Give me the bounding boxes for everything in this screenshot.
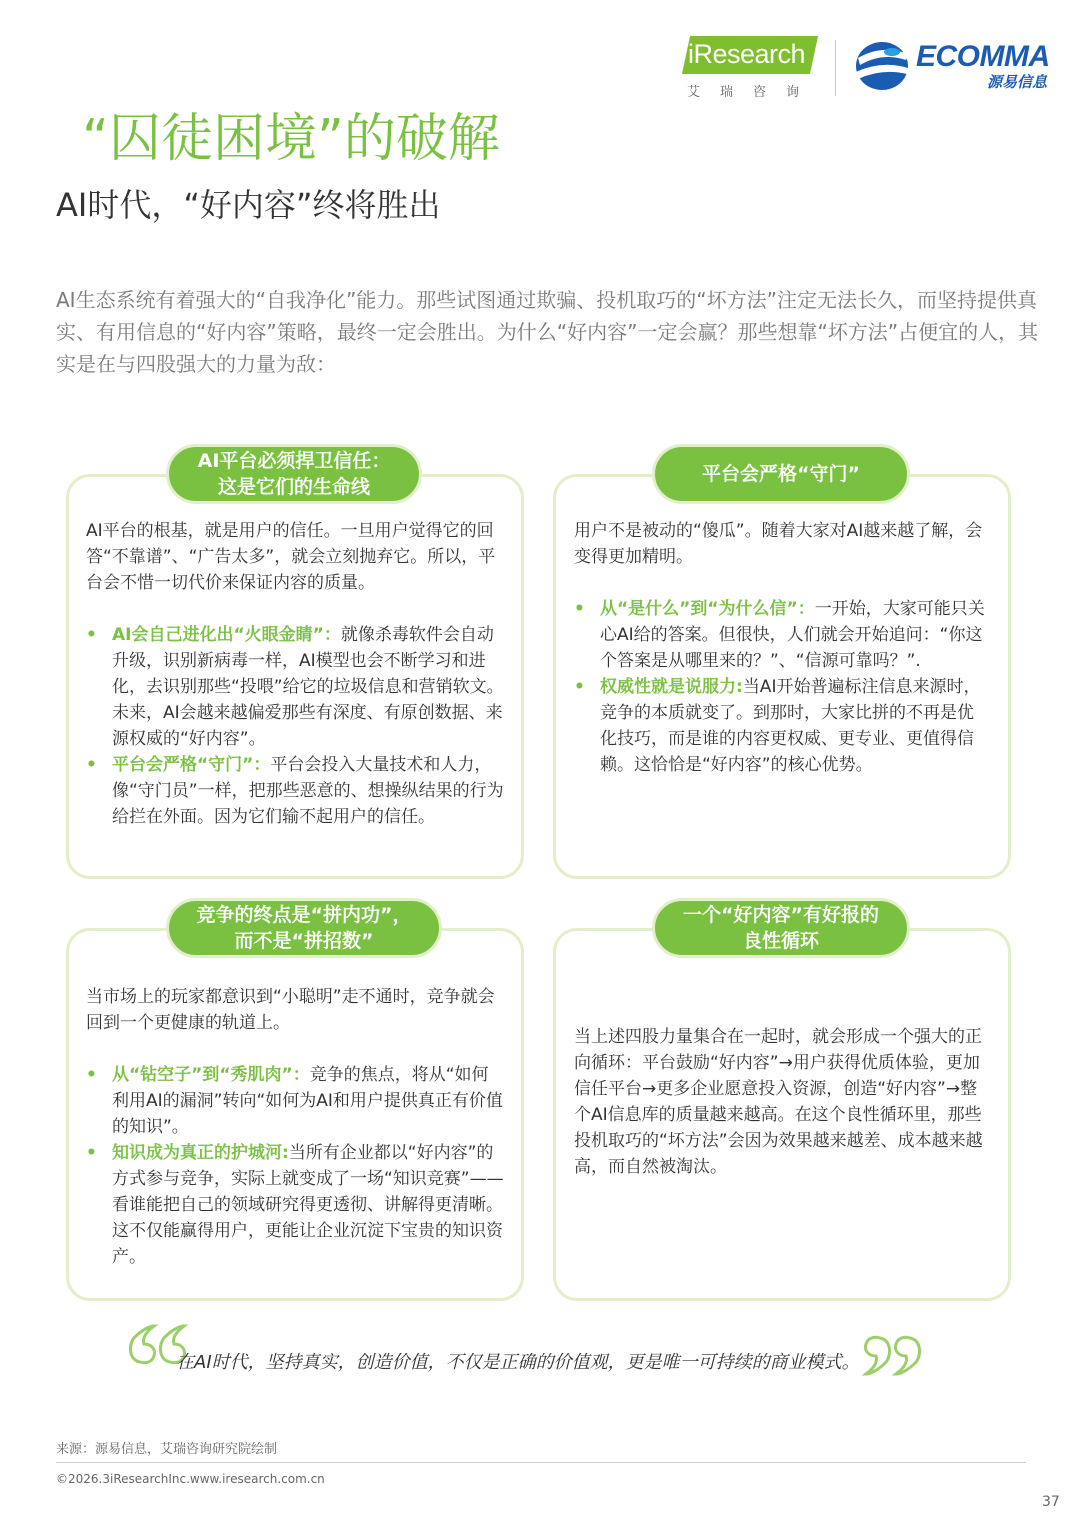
logo-divider	[835, 40, 836, 96]
card-competition-header	[166, 898, 442, 958]
bullet-dot: •	[574, 599, 585, 619]
bullet-dot: •	[86, 625, 97, 645]
copyright: ©2026.3iResearchInc.www.iresearch.com.cn	[56, 1472, 325, 1486]
source-note: 来源：源易信息，艾瑞咨询研究院绘制	[56, 1442, 278, 1457]
bullet-highlight: AI会自己进化出“火眼金睛”：	[112, 625, 341, 645]
card-trust-header	[166, 444, 422, 504]
card-trust-lead: AI平台的根基，就是用户的信任。一旦用户觉得它的回答“不靠谱”、“广告太多”，就会立刻抛弃它。所以，平台会不惜一切代价来保证内容的质量。	[86, 521, 496, 593]
bullet-highlight: 从“钻空子”到“秀肌肉”：	[112, 1065, 310, 1085]
list-item	[86, 752, 504, 830]
footer-divider	[56, 1462, 1026, 1463]
page-number: 37	[1042, 1494, 1060, 1510]
bullet-text: 竞争的焦点，将从“如何利用AI的漏洞”转向“如何为AI和用户提供真正有价值的知识”。	[112, 1065, 503, 1137]
card-virtuous-cycle-header	[652, 898, 910, 958]
bullet-highlight: 平台会严格“守门”：	[112, 755, 271, 775]
iresearch-logo-text: iResearch	[688, 39, 806, 69]
card-virtuous-cycle-header-line1: 一个“好内容”有好报的	[683, 904, 879, 926]
iresearch-logo	[684, 36, 820, 100]
bullet-dot: •	[86, 755, 97, 775]
list-item	[86, 1062, 504, 1140]
card-trust-body	[86, 518, 504, 830]
card-competition-lead: 当市场上的玩家都意识到“小聪明”走不通时，竞争就会回到一个更健康的轨道上。	[86, 987, 495, 1033]
card-gatekeeping-lead: 用户不是被动的“傻瓜”。随着大家对AI越来越了解，会变得更加精明。	[574, 521, 983, 567]
list-item	[86, 1140, 504, 1270]
quote-text: 在AI时代，坚持真实，创造价值，不仅是正确的价值观，更是唯一可持续的商业模式。	[176, 1352, 860, 1373]
bullet-highlight: 从“是什么”到“为什么信”：	[600, 599, 815, 619]
list-item	[86, 622, 504, 752]
ecomma-logo-subtext: 源易信息	[987, 73, 1048, 91]
bullet-dot: •	[86, 1065, 97, 1085]
page-subtitle: AI时代，“好内容”终将胜出	[56, 186, 441, 224]
card-virtuous-cycle-lead: 当上述四股力量集合在一起时，就会形成一个强大的正向循环：平台鼓励“好内容”→用户获得优质体验，更加信任平台→更多企业愿意投入资源，创造“好内容”→整个AI信息库的质量越来越高。在这个良性循环里，那些投机取巧的“坏方法”会因为效果越来越差、成本越来越高，而自然被淘汰。	[574, 1027, 983, 1177]
ecomma-logo	[852, 36, 1057, 96]
card-trust-header-line1: AI平台必须捍卫信任：	[197, 450, 391, 472]
bullet-highlight: 知识成为真正的护城河:	[112, 1143, 289, 1163]
card-competition-header-line2: 而不是“拼招数”	[234, 930, 374, 952]
card-virtuous-cycle-header-line2: 良性循环	[742, 930, 819, 952]
close-quote-icon	[858, 1334, 924, 1384]
card-gatekeeping-header-line1: 平台会严格“守门”	[702, 463, 860, 485]
card-competition-body	[86, 984, 504, 1270]
iresearch-logo-subtext: 艾瑞咨询	[687, 85, 820, 100]
bullet-text: 当AI开始普遍标注信息来源时，竞争的本质就变了。到那时，大家比拼的不再是优化技巧，而是谁的内容更权威、更专业、更值得信赖。这恰恰是“好内容”的核心优势。	[600, 677, 981, 775]
bullet-text: 就像杀毒软件会自动升级，识别新病毒一样，AI模型也会不断学习和进化，去识别那些“投喂”给它的垃圾信息和营销软文。未来，AI会越来越偏爱那些有深度、有原创数据、来源权威的“好内容”。	[112, 625, 504, 749]
bullet-dot: •	[574, 677, 585, 697]
list-item	[574, 596, 988, 674]
ecomma-globe-icon	[852, 38, 912, 94]
bullet-text: 平台会投入大量技术和人力，像“守门员”一样，把那些恶意的、想操纵结果的行为给拦在外面。因为它们输不起用户的信任。	[112, 755, 504, 827]
card-virtuous-cycle-body	[574, 1024, 988, 1180]
card-trust-header-line2: 这是它们的生命线	[217, 476, 370, 498]
card-gatekeeping-body	[574, 518, 988, 778]
bullet-text: 当所有企业都以“好内容”的方式参与竞争，实际上就变成了一场“知识竞赛”——看谁能把自己的领域研究得更透彻、讲解得更清晰。这不仅能赢得用户，更能让企业沉淀下宝贵的知识资产。	[112, 1143, 504, 1267]
ecomma-logo-text: ECOMMA	[916, 40, 1050, 73]
bullet-highlight: 权威性就是说服力:	[600, 677, 743, 697]
bullet-dot: •	[86, 1143, 97, 1163]
bullet-text: 一开始，大家可能只关心AI给的答案。但很快，人们就会开始追问：“你这个答案是从哪里来的？”、“信源可靠吗？”.	[600, 599, 985, 671]
page-title: “囚徒困境”的破解	[82, 109, 500, 169]
card-competition-header-line1: 竞争的终点是“拼内功”，	[196, 904, 412, 926]
card-gatekeeping-header	[652, 444, 910, 504]
list-item	[574, 674, 988, 778]
intro-paragraph: AI生态系统有着强大的“自我净化”能力。那些试图通过欺骗、投机取巧的“坏方法”注定无法长久，而坚持提供真实、有用信息的“好内容”策略，最终一定会胜出。为什么“好内容”一定会赢？那些想靠“坏方法”占便宜的人，其实是在与四股强大的力量为敌：	[56, 288, 1039, 376]
